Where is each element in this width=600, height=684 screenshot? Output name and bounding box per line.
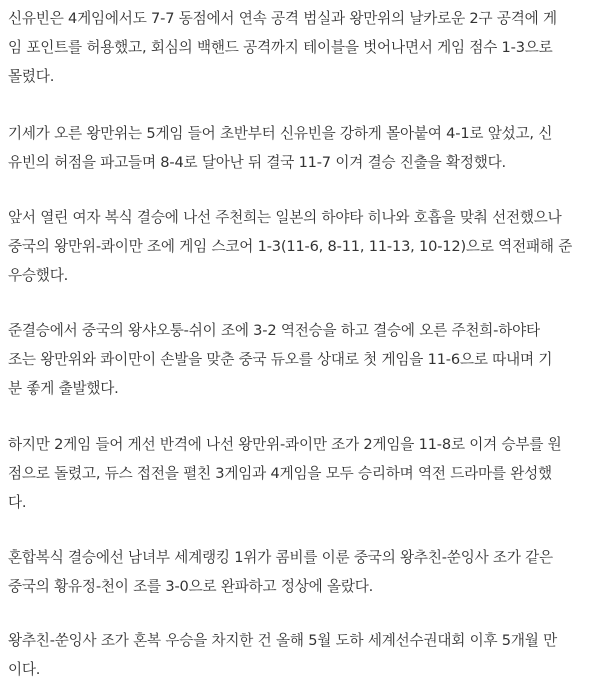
paragraph-5 xyxy=(8,430,592,517)
paragraph-3-line-3: 우승했다. xyxy=(8,267,69,284)
paragraph-5-line-3: 다. xyxy=(8,494,27,511)
paragraph-7 xyxy=(8,626,592,684)
paragraph-1-line-1: 신유빈은 4게임에서도 7-7 동점에서 연속 공격 범실과 왕만위의 날카로운 2구 공격에 게 xyxy=(8,10,557,27)
paragraph-2 xyxy=(8,119,592,177)
paragraph-1-line-2: 임 포인트를 허용했고, 회심의 백핸드 공격까지 테이블을 벗어나면서 게임 점수 1-3으로 xyxy=(8,39,553,56)
paragraph-1-line-3: 몰렸다. xyxy=(8,68,55,85)
paragraph-2-line-2: 유빈의 허점을 파고들며 8-4로 달아난 뒤 결국 11-7 이겨 결승 진출을 확정했다. xyxy=(8,154,506,171)
paragraph-6-line-2: 중국의 황유정-천이 조를 3-0으로 완파하고 정상에 올랐다. xyxy=(8,578,374,595)
paragraph-5-line-1: 하지만 2게임 들어 게선 반격에 나선 왕만위-콰이만 조가 2게임을 11-8로 이겨 승부를 원 xyxy=(8,436,562,453)
paragraph-5-line-2: 점으로 돌렸고, 듀스 접전을 펼친 3게임과 4게임을 모두 승리하며 역전 드라마를 완성했 xyxy=(8,465,552,482)
paragraph-3-line-2: 중국의 왕만위-콰이만 조에 게임 스코어 1-3(11-6, 8-11, 11-13, 10-12)으로 역전패해 준 xyxy=(8,238,573,255)
paragraph-4-line-1: 준결승에서 중국의 왕샤오퉁-쉬이 조에 3-2 역전승을 하고 결승에 오른 주천희-하야타 xyxy=(8,322,540,339)
paragraph-4-line-3: 분 좋게 출발했다. xyxy=(8,380,119,397)
paragraph-7-line-1: 왕추친-쑨잉사 조가 혼복 우승을 차지한 건 올해 5월 도하 세계선수권대회 이후 5개월 만 xyxy=(8,632,558,649)
paragraph-3-line-1: 앞서 열린 여자 복식 결승에 나선 주천희는 일본의 하야타 히나와 호흡을 맞춰 선전했으나 xyxy=(8,209,562,226)
paragraph-6-line-1: 혼합복식 결승에선 남녀부 세계랭킹 1위가 콤비를 이룬 중국의 왕추친-쑨잉사 조가 같은 xyxy=(8,549,553,566)
paragraph-7-line-2: 이다. xyxy=(8,661,41,678)
paragraph-4 xyxy=(8,316,592,403)
paragraph-2-line-1: 기세가 오른 왕만위는 5게임 들어 초반부터 신유빈을 강하게 몰아붙여 4-1로 앞섰고, 신 xyxy=(8,125,553,142)
paragraph-1 xyxy=(8,4,592,91)
paragraph-3 xyxy=(8,203,592,290)
paragraph-6 xyxy=(8,543,592,601)
paragraph-4-line-2: 조는 왕만위와 콰이만이 손발을 맞춘 중국 듀오를 상대로 첫 게임을 11-6으로 따내며 기 xyxy=(8,351,553,368)
